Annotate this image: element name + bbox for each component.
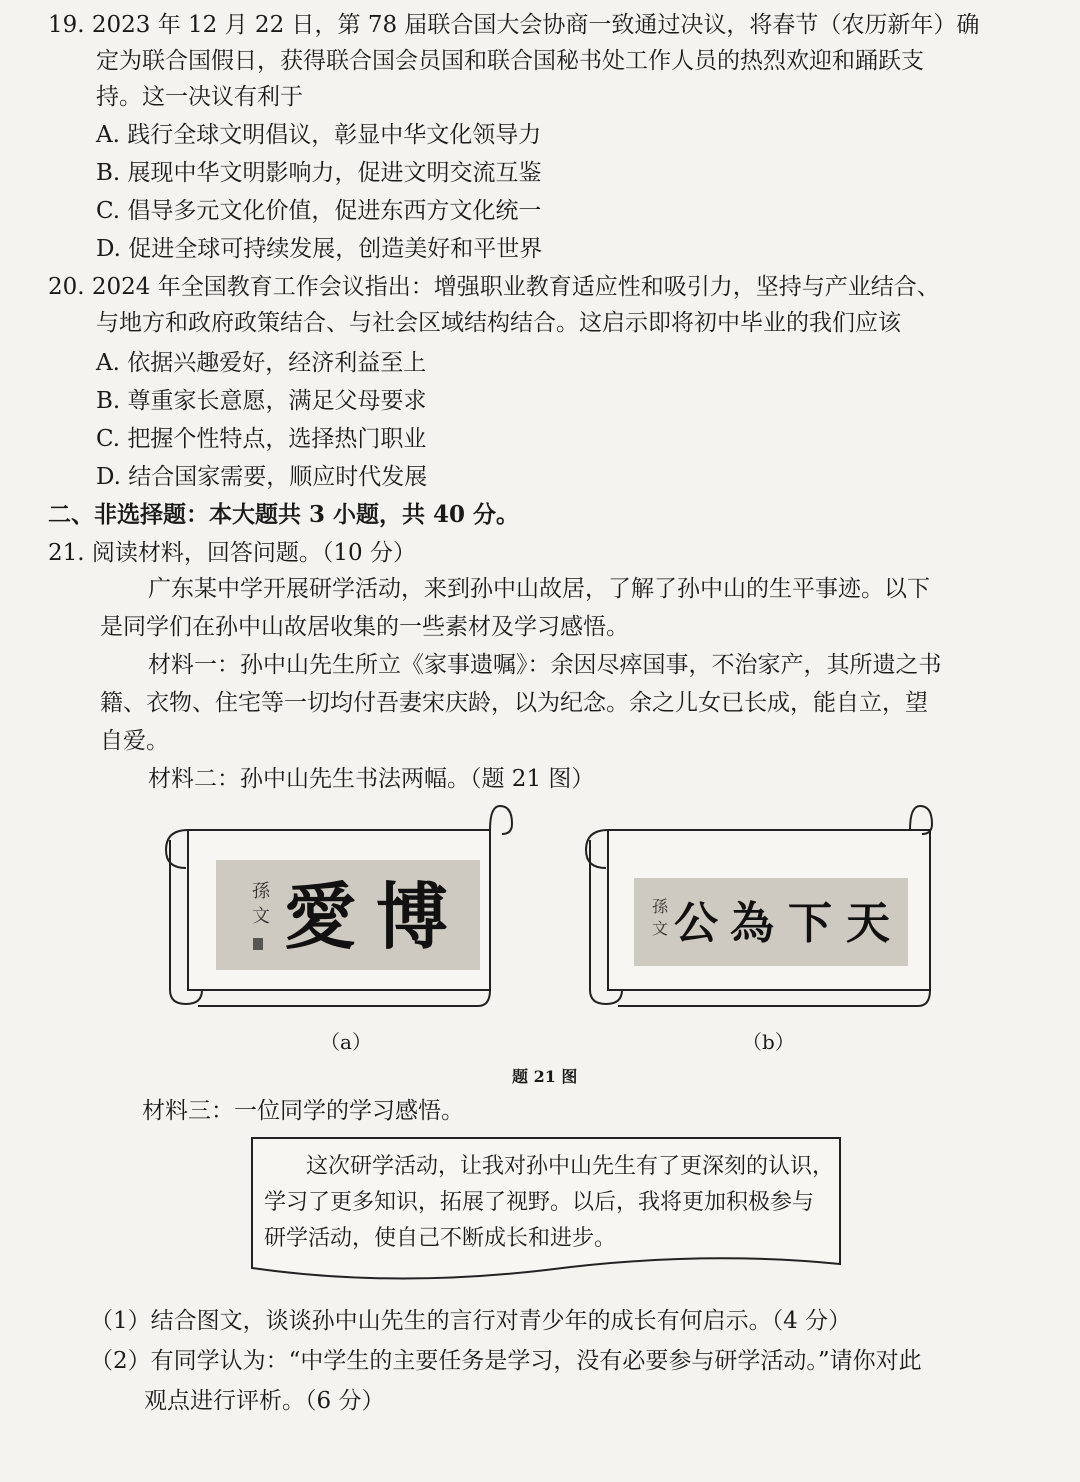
seal-stamp [253, 938, 263, 950]
material-2-heading: 材料二：孙中山先生书法两幅。（题 21 图） [148, 766, 595, 792]
calligraphy-scroll-b [580, 800, 940, 1032]
q19-stem-line-3: 持。这一决议有利于 [96, 84, 303, 110]
section-2-heading: 二、非选择题：本大题共 3 小题，共 40 分。 [48, 501, 520, 528]
q19-option-a: A. 践行全球文明倡议，彰显中华文化领导力 [96, 122, 542, 148]
calligraphy-char: 為 [730, 898, 774, 949]
q19-stem-line-1: 19. 2023 年 12 月 22 日，第 78 届联合国大会协商一致通过决议，将春节（农历新年）确 [48, 12, 980, 38]
signature-char: 孫 [652, 897, 669, 916]
calligraphy-scroll-a [160, 800, 520, 1032]
q21-intro-line-1: 广东某中学开展研学活动，来到孙中山故居，了解了孙中山的生平事迹。以下 [148, 576, 930, 602]
signature-char: 文 [252, 906, 270, 927]
material-1-line-1: 材料一：孙中山先生所立《家事遗嘱》：余因尽瘁国事，不治家产，其所遗之书 [148, 652, 942, 678]
q21-sub-question-2-line-1: （2）有同学认为：“中学生的主要任务是学习，没有必要参与研学活动。”请你对此 [90, 1348, 922, 1374]
material-3-heading: 材料三：一位同学的学习感悟。 [142, 1098, 464, 1124]
q20-option-d: D. 结合国家需要，顺应时代发展 [96, 464, 428, 490]
q19-option-d: D. 促进全球可持续发展，创造美好和平世界 [96, 236, 543, 262]
note-line-2: 学习了更多知识，拓展了视野。以后，我将更加积极参与 [264, 1190, 815, 1215]
q19-stem-line-2: 定为联合国假日，获得联合国会员国和联合国秘书处工作人员的热烈欢迎和踊跃支 [96, 48, 924, 74]
q21-intro-line-2: 是同学们在孙中山故居收集的一些素材及学习感悟。 [100, 614, 629, 640]
q19-option-c: C. 倡导多元文化价值，促进东西方文化统一 [96, 198, 542, 224]
calligraphy-char: 下 [788, 898, 832, 949]
calligraphy-char: 博 [375, 874, 449, 959]
material-1-line-2: 籍、衣物、住宅等一切均付吾妻宋庆龄，以为纪念。余之儿女已长成，能自立，望 [100, 690, 928, 716]
q21-sub-question-2-line-2: 观点进行评析。（6 分） [144, 1388, 385, 1414]
calligraphy-char: 愛 [283, 874, 357, 959]
signature-char: 孫 [252, 881, 270, 902]
figure-b-caption: （b） [742, 1030, 795, 1054]
note-line-1: 这次研学活动，让我对孙中山先生有了更深刻的认识， [306, 1154, 835, 1179]
calligraphy-char: 公 [674, 898, 718, 949]
note-line-3: 研学活动，使自己不断成长和进步。 [264, 1226, 617, 1251]
q20-option-a: A. 依据兴趣爱好，经济利益至上 [96, 350, 427, 376]
figure-a-caption: （a） [320, 1030, 372, 1054]
q19-option-b: B. 展现中华文明影响力，促进文明交流互鉴 [96, 160, 542, 186]
signature-char: 文 [652, 919, 669, 938]
q20-stem-line-2: 与地方和政府政策结合、与社会区域结构结合。这启示即将初中毕业的我们应该 [96, 310, 901, 336]
calligraphy-char: 天 [846, 898, 890, 949]
q20-option-c: C. 把握个性特点，选择热门职业 [96, 426, 427, 452]
q20-option-b: B. 尊重家长意愿，满足父母要求 [96, 388, 427, 414]
material-1-line-3: 自爱。 [100, 728, 169, 754]
figure-title: 题 21 图 [512, 1067, 578, 1086]
q21-sub-question-1: （1）结合图文，谈谈孙中山先生的言行对青少年的成长有何启示。（4 分） [90, 1308, 852, 1334]
q20-stem-line-1: 20. 2024 年全国教育工作会议指出：增强职业教育适应性和吸引力，坚持与产业结合、 [48, 274, 940, 300]
q21-heading: 21. 阅读材料，回答问题。（10 分） [48, 540, 416, 566]
